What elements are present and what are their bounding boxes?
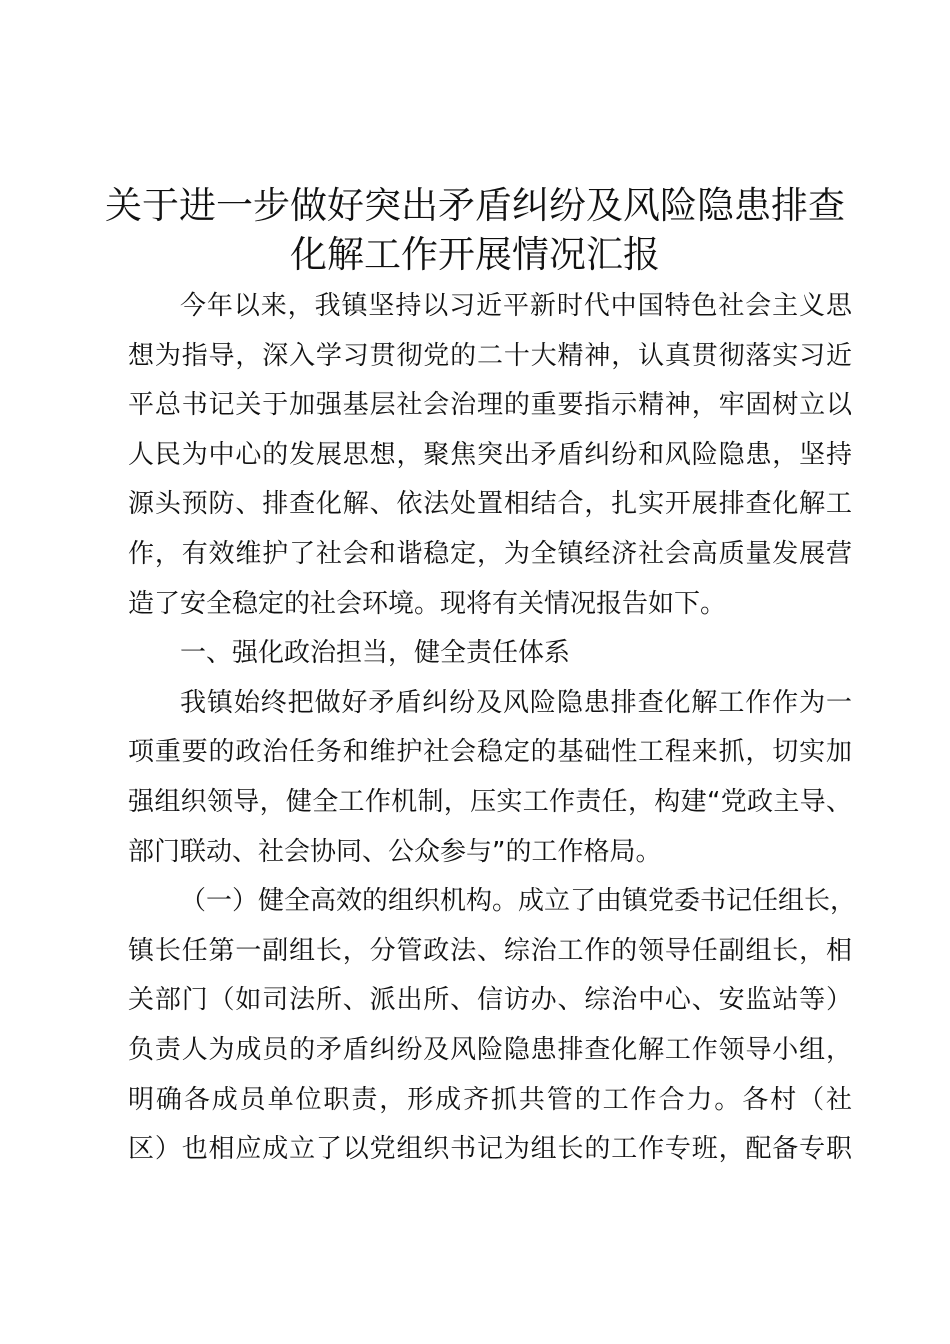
paragraph-section1-line-2: 项重要的政治任务和维护社会稳定的基础性工程来抓，切实加: [128, 737, 852, 768]
paragraph-section1-line-4: 部门联动、社会协同、公众参与”的工作格局。: [128, 836, 662, 867]
report-body: [128, 282, 857, 1175]
paragraph-sub1-line-5: 明确各成员单位职责，形成齐抓共管的工作合力。各村（社: [128, 1084, 852, 1115]
paragraph-intro-line-5: 源头预防、排查化解、依法处置相结合，扎实开展排查化解工: [128, 489, 852, 520]
paragraph-intro-line-6: 作，有效维护了社会和谐稳定，为全镇经济社会高质量发展营: [128, 538, 852, 569]
paragraph-sub1-line-3: 关部门（如司法所、派出所、信访办、综治中心、安监站等）: [128, 985, 852, 1016]
paragraph-intro-line-2: 想为指导，深入学习贯彻党的二十大精神，认真贯彻落实习近: [128, 340, 852, 371]
paragraph-sub1-line-2: 镇长任第一副组长，分管政法、综治工作的领导任副组长，相: [128, 935, 852, 966]
paragraph-intro-line-3: 平总书记关于加强基层社会治理的重要指示精神，牢固树立以: [128, 390, 852, 421]
paragraph-intro-line-7: 造了安全稳定的社会环境。现将有关情况报告如下。: [128, 588, 727, 619]
report-title: [100, 181, 850, 279]
paragraph-section1-line-3: 强组织领导，健全工作机制，压实工作责任，构建“党政主导、: [128, 786, 852, 817]
title-line-2: 化解工作开展情况汇报: [290, 233, 660, 276]
paragraph-sub1-line-4: 负责人为成员的矛盾纠纷及风险隐患排查化解工作领导小组，: [128, 1034, 852, 1065]
paragraph-sub1-line-1: （一）健全高效的组织机构。成立了由镇党委书记任组长，: [180, 886, 857, 917]
paragraph-intro-line-1: 今年以来，我镇坚持以习近平新时代中国特色社会主义思: [180, 291, 852, 321]
paragraph-section1-line-1: 我镇始终把做好矛盾纠纷及风险隐患排查化解工作作为一: [180, 687, 852, 718]
paragraph-intro-line-4: 人民为中心的发展思想，聚焦突出矛盾纠纷和风险隐患，坚持: [128, 439, 852, 470]
section-heading-1: 一、强化政治担当，健全责任体系: [180, 638, 571, 669]
title-line-1: 关于进一步做好突出矛盾纠纷及风险隐患排查: [105, 184, 845, 227]
paragraph-sub1-line-6: 区）也相应成立了以党组织书记为组长的工作专班，配备专职: [128, 1134, 852, 1165]
